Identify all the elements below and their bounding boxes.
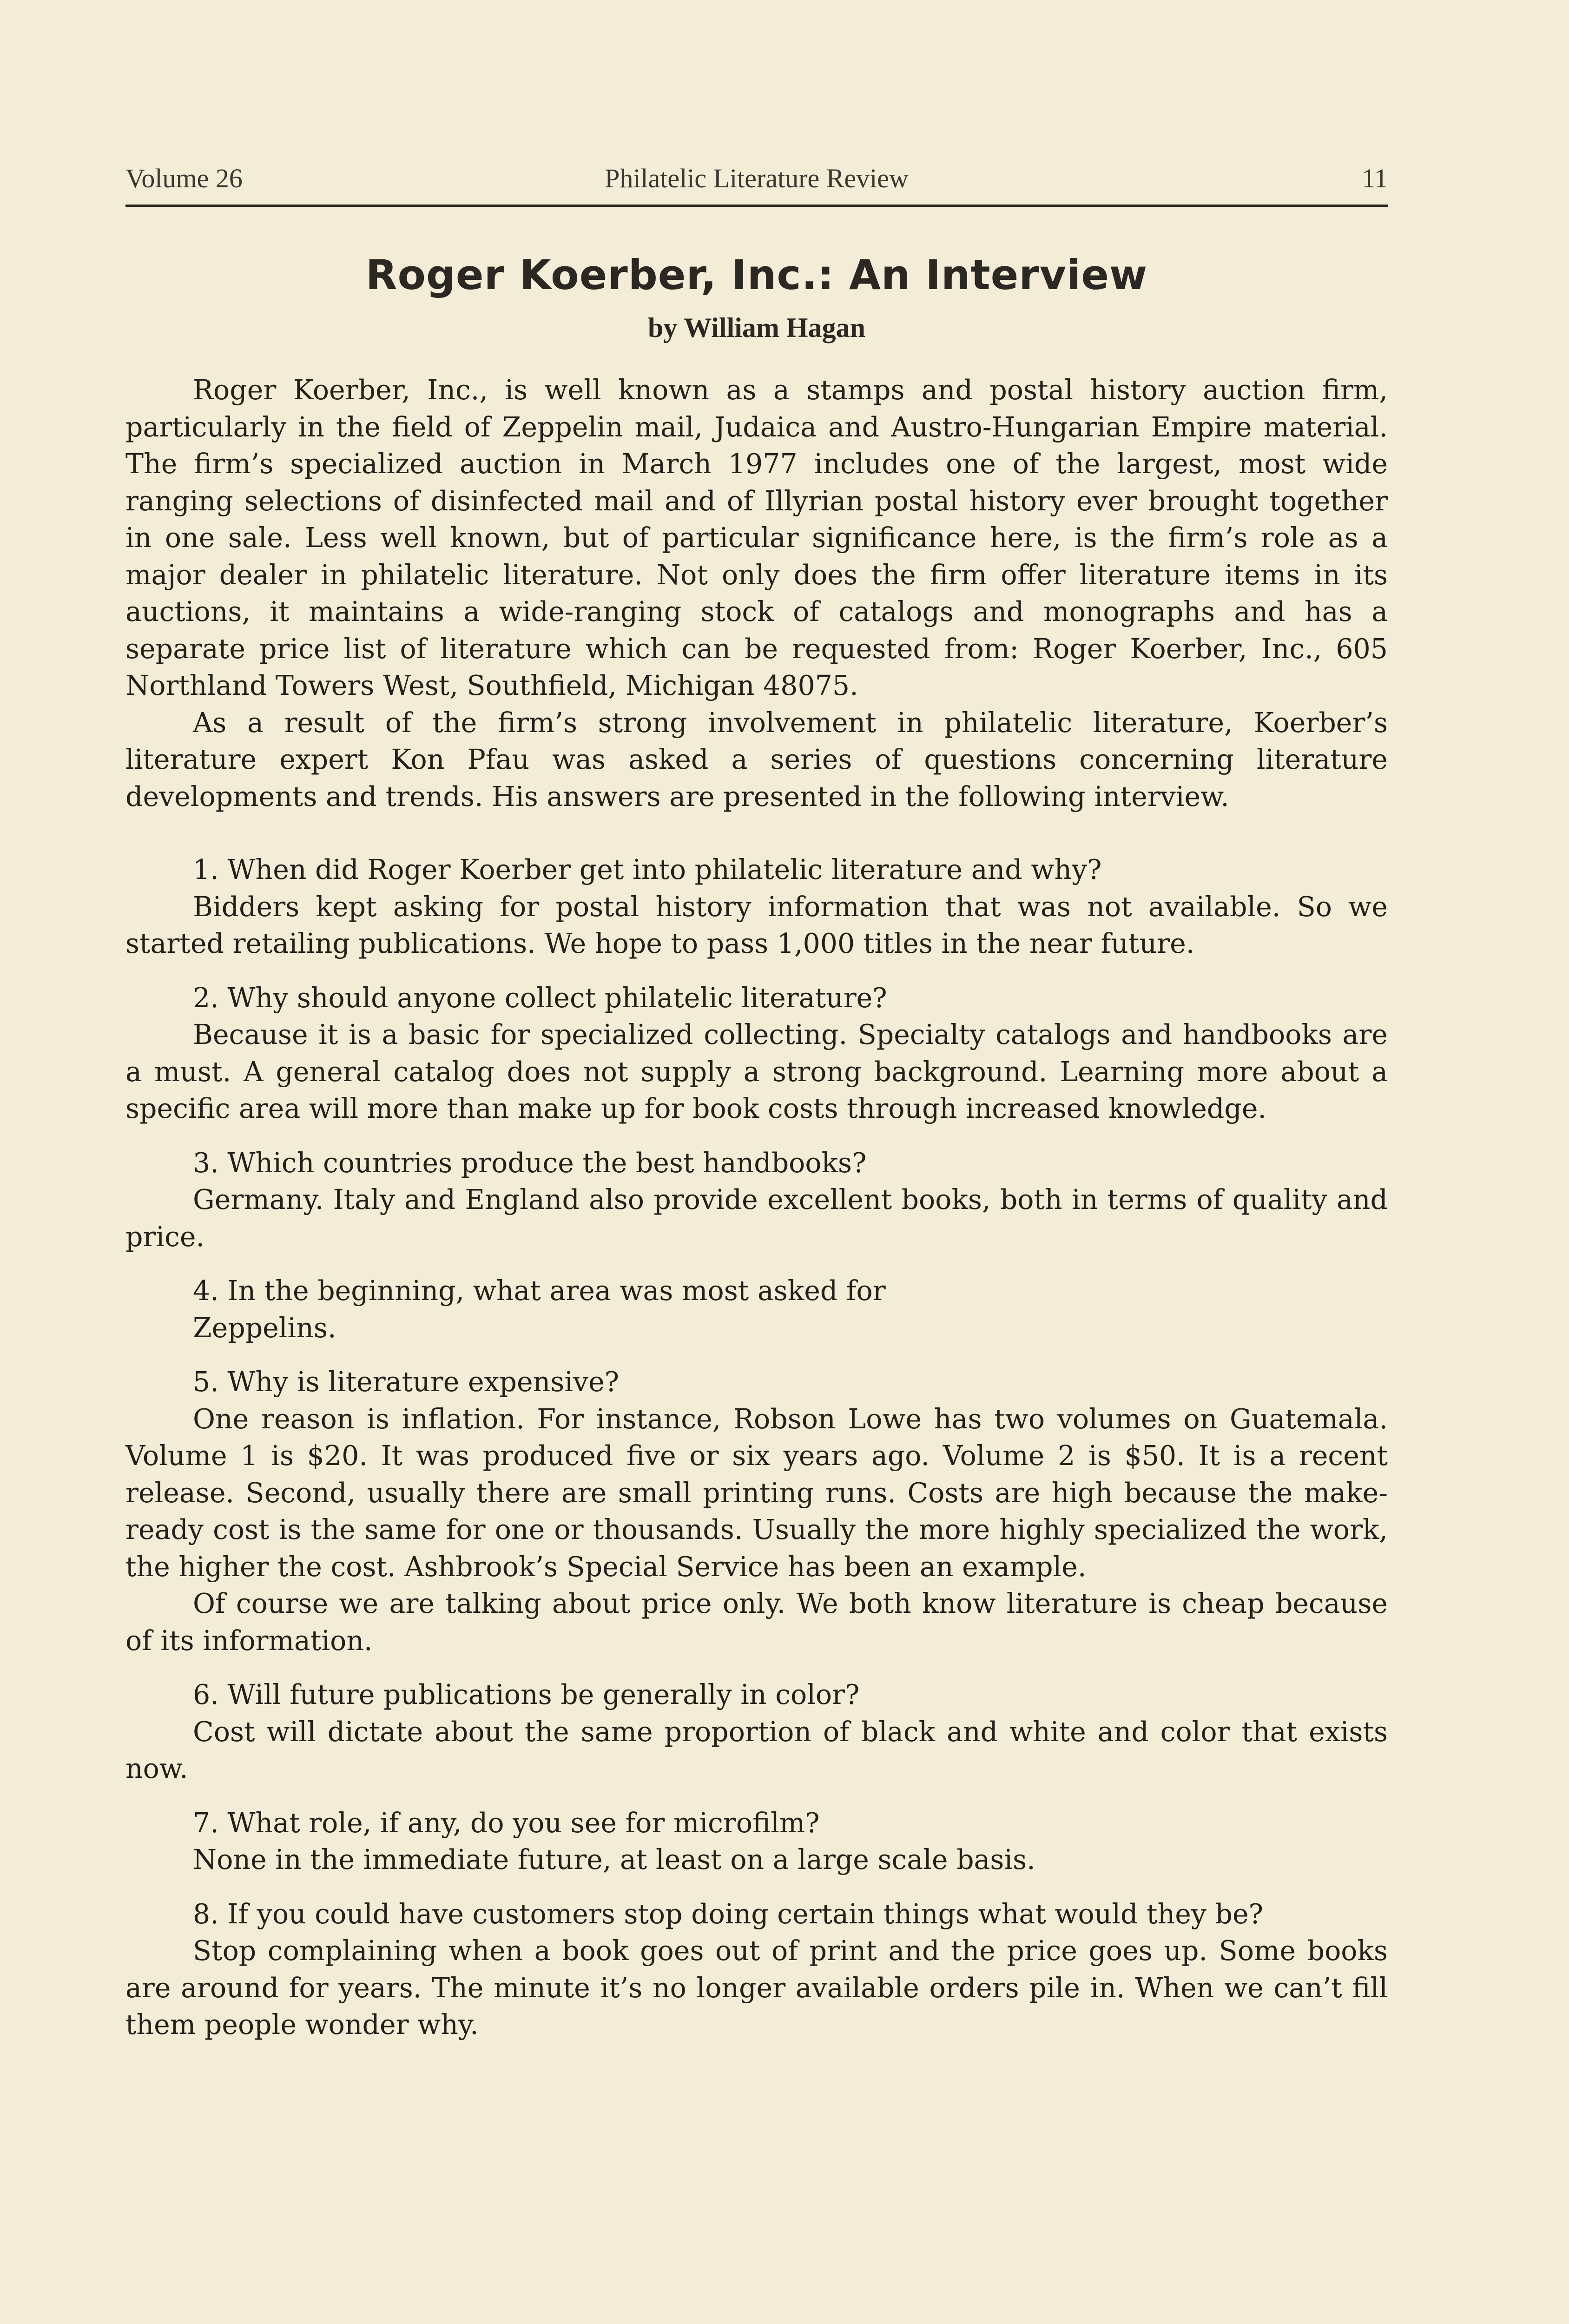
answer: Because it is a basic for specialized collecting. Specialty catalogs and handbooks are a must. A general catalog does not supply a strong background. Learning more about a specific area will more than make up for book costs through increased knowledge. (125, 1019, 1388, 1124)
article-byline: by William Hagan (648, 312, 865, 343)
qa-item-2 (125, 980, 1388, 1128)
question: 3. Which countries produce the best handbooks? (193, 1147, 867, 1179)
qa-item-4 (125, 1273, 1388, 1347)
question: 1. When did Roger Koerber get into philatelic literature and why? (193, 854, 1102, 885)
intro-paragraph-1: Roger Koerber, Inc., is well known as a stamps and postal history auction firm, particularly in the field of Zeppelin mail, Judaica and Austro-Hungarian Empire material. The firm’s specialized auction in March 1977 includes one of the largest, most wide ranging selections of disinfected mail and of Illyrian postal history ever brought together in one sale. Less well known, but of particular significance here, is the firm’s role as a major dealer in philatelic literature. Not only does the firm offer literature items in its auctions, it maintains a wide-ranging stock of catalogs and monographs and has a separate price list of literature which can be requested from: Roger Koerber, Inc., 605 Northland Towers West, Southfield, Michigan 48075. (125, 374, 1388, 701)
qa-item-6 (125, 1677, 1388, 1788)
page-number: 11 (1362, 163, 1388, 193)
question: 2. Why should anyone collect philatelic literature? (193, 982, 887, 1014)
qa-item-3 (125, 1145, 1388, 1256)
answer: Cost will dictate about the same proportion of black and white and color that exists now. (125, 1716, 1388, 1784)
answer: Stop complaining when a book goes out of print and the price goes up. Some books are around for years. The minute it’s no longer available orders pile in. When we can’t fill them people wonder why. (125, 1935, 1388, 2040)
answer: Germany. Italy and England also provide excellent books, both in terms of quality and price. (125, 1184, 1388, 1253)
answer: None in the immediate future, at least on a large scale basis. (193, 1844, 1035, 1875)
question: 5. Why is literature expensive? (193, 1366, 620, 1398)
qa-item-5 (125, 1364, 1388, 1659)
running-head (125, 158, 1388, 205)
question: 7. What role, if any, do you see for microfilm? (193, 1807, 820, 1839)
question: 4. In the beginning, what area was most asked for (193, 1275, 886, 1307)
journal-title: Philatelic Literature Review (605, 163, 909, 193)
qa-item-1 (125, 852, 1388, 963)
answer: One reason is inflation. For instance, Robson Lowe has two volumes on Guatemala. Volume 1 is $20. It was produced five or six years ago. Volume 2 is $50. It is a recent release. Second, usually there are small printing runs. Costs are high because the make-ready cost is the same for one or thousands. Usually the more highly specialized the work, the higher the cost. Ashbrook’s Special Service has been an example. (125, 1403, 1388, 1583)
page (125, 158, 1388, 2044)
article-title: Roger Koerber, Inc.: An Interview (365, 251, 1148, 299)
answer: Bidders kept asking for postal history information that was not available. So we started retailing publications. We hope to pass 1,000 titles in the near future. (125, 891, 1388, 959)
volume-label: Volume 26 (125, 163, 243, 193)
article-body (125, 372, 1388, 2044)
qa-item-8 (125, 1896, 1388, 2044)
intro-paragraph-2: As a result of the firm’s strong involvement in philatelic literature, Koerber’s literature expert Kon Pfau was asked a series of questions concerning literature developments and trends. His answers are presented in the following interview. (125, 706, 1388, 812)
question: 6. Will future publications be generally in color? (193, 1679, 860, 1710)
question: 8. If you could have customers stop doing certain things what would they be? (193, 1898, 1263, 1930)
answer: Zeppelins. (193, 1312, 336, 1344)
answer-continued: Of course we are talking about price only. We both know literature is cheap because of its information. (125, 1588, 1388, 1657)
header-rule (125, 205, 1388, 207)
qa-item-7 (125, 1805, 1388, 1879)
